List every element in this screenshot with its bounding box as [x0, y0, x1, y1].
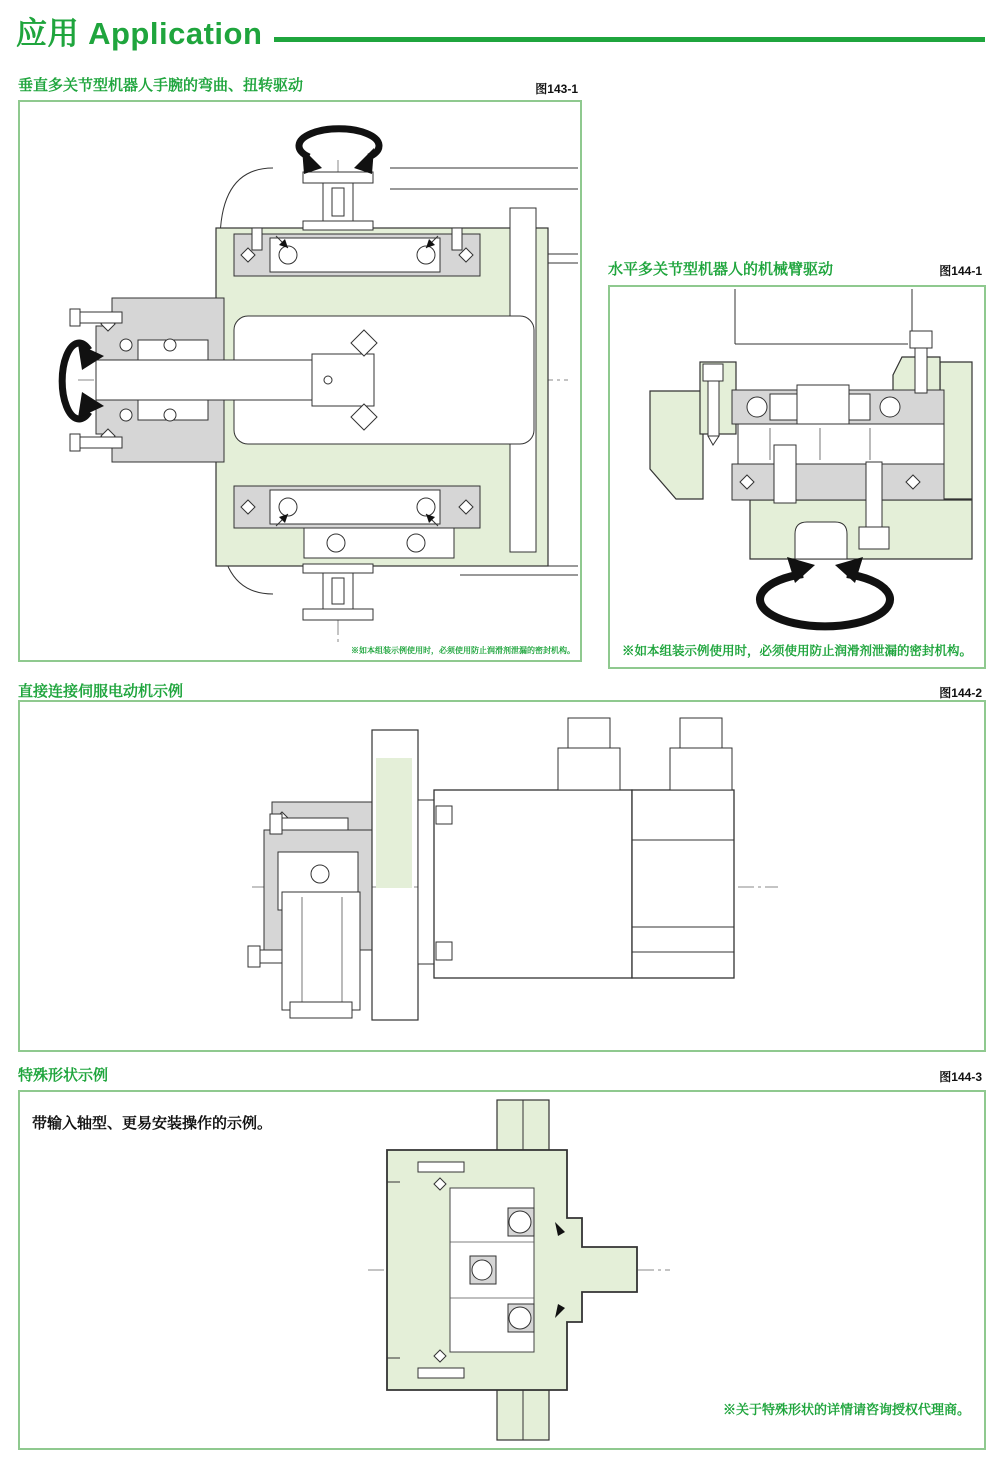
figure-caption-144-3: 带输入轴型、更易安装操作的示例。	[32, 1115, 273, 1132]
figure-note-144-3: ※关于特殊形状的详情请咨询授权代理商。	[722, 1402, 970, 1417]
page-title: 应用 Application	[16, 16, 263, 51]
figure-label-144-1: 图144-1	[939, 264, 982, 278]
section-heading-special-shape: 特殊形状示例	[18, 1067, 109, 1084]
figure-box-144-1	[608, 285, 986, 669]
header-rule	[274, 37, 985, 42]
rotation-arrow-top-icon	[299, 129, 379, 174]
horizontal-robot-arm-drawing	[610, 287, 984, 667]
figure-note-144-1: ※如本组装示例使用时，必须使用防止润滑剂泄漏的密封机构。	[621, 644, 972, 658]
servo-motor-drawing	[20, 702, 984, 1050]
section-heading-servo-motor: 直接连接伺服电动机示例	[18, 683, 184, 700]
figure-label-144-3: 图144-3	[939, 1070, 982, 1084]
figure-box-144-3	[18, 1090, 986, 1450]
figure-box-144-2	[18, 700, 986, 1052]
figure-note-143-1: ※如本组装示例使用时，必须使用防止润滑剂泄漏的密封机构。	[351, 646, 575, 655]
section-heading-arm-drive: 水平多关节型机器人的机械臂驱动	[608, 261, 834, 278]
figure-box-143-1	[18, 100, 582, 662]
rotation-arrow-bottom-icon	[760, 557, 890, 626]
special-shape-drawing	[20, 1092, 984, 1448]
section-heading-wrist-drive: 垂直多关节型机器人手腕的弯曲、扭转驱动	[18, 77, 304, 94]
figure-label-143-1: 图143-1	[535, 82, 578, 96]
figure-label-144-2: 图144-2	[939, 686, 982, 700]
vertical-robot-wrist-drawing	[20, 102, 580, 660]
